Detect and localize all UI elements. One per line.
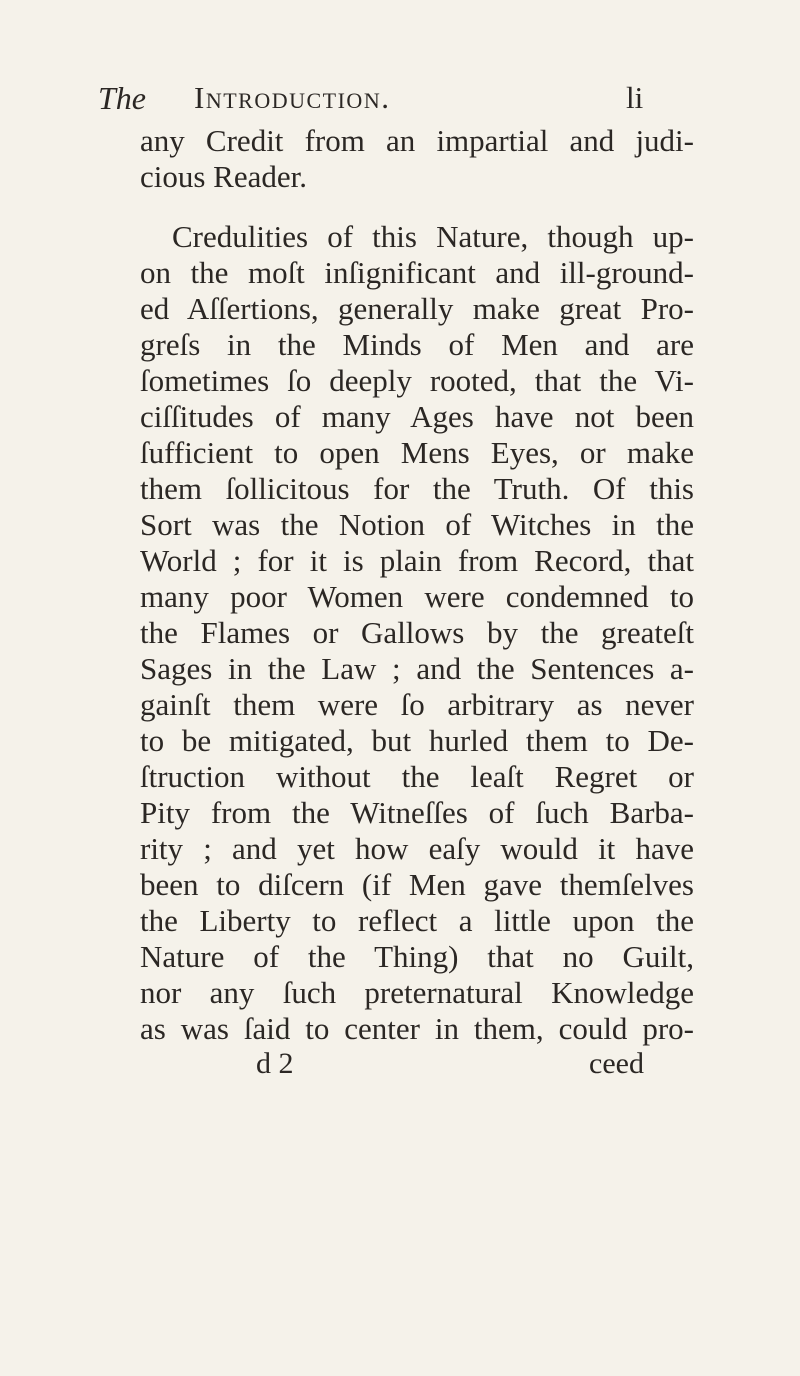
text-line: rity ; and yet how eaſy would it have xyxy=(140,831,694,866)
text-line: many poor Women were condemned to xyxy=(140,579,694,614)
text-line: ed Aſſertions, generally make great Pro- xyxy=(140,291,694,326)
text-line: the Flames or Gallows by the greateſt xyxy=(140,615,694,650)
catchword: ceed xyxy=(589,1047,644,1080)
text-line: gainſt them were ſo arbitrary as never xyxy=(140,687,694,722)
text-line: as was ſaid to center in them, could pro- xyxy=(140,1011,694,1046)
text-line: the Liberty to reflect a little upon the xyxy=(140,903,694,938)
text-line: Nature of the Thing) that no Guilt, xyxy=(140,939,694,974)
text-line: cious Reader. xyxy=(140,159,308,194)
signature-mark: d 2 xyxy=(256,1047,294,1080)
text-line: been to diſcern (if Men gave themſelves xyxy=(140,867,694,902)
text-line: Credulities of this Nature, though up- xyxy=(172,219,694,254)
text-line: any Credit from an impartial and judi- xyxy=(140,123,694,158)
text-line: World ; for it is plain from Record, that xyxy=(140,543,694,578)
text-line: Sort was the Notion of Witches in the xyxy=(140,507,694,542)
page-number: li xyxy=(626,80,644,115)
text-line: Pity from the Witneſſes of ſuch Barba- xyxy=(140,795,694,830)
text-line: nor any ſuch preternatural Knowledge xyxy=(140,975,694,1010)
running-head-title: Introduction. xyxy=(194,80,391,115)
text-line: ſtruction without the leaſt Regret or xyxy=(140,759,694,794)
text-line: them ſollicitous for the Truth. Of this xyxy=(140,471,694,506)
text-line: ſufficient to open Mens Eyes, or make xyxy=(140,435,694,470)
text-line: greſs in the Minds of Men and are xyxy=(140,327,694,362)
text-line: ſometimes ſo deeply rooted, that the Vi- xyxy=(140,363,694,398)
text-line: ciſſitudes of many Ages have not been xyxy=(140,399,694,434)
running-head-the: The xyxy=(98,80,146,116)
text-line: Sages in the Law ; and the Sentences a- xyxy=(140,651,694,686)
running-head xyxy=(98,80,658,120)
text-line: to be mitigated, but hurled them to De- xyxy=(140,723,694,758)
text-line: on the moſt inſignificant and ill-ground- xyxy=(140,255,694,290)
